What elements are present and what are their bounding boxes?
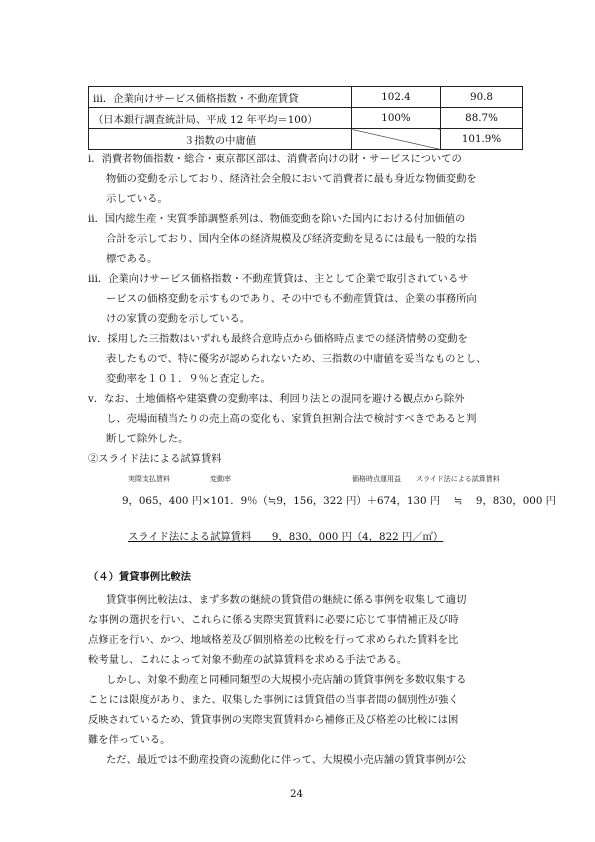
- table-row: [89, 87, 523, 108]
- note-line: 変動率を１０１．９％と査定した。: [106, 373, 271, 385]
- note-line: ⅴ．なお、土地価格や建築費の変動率は、利回り法との混同を避ける観点から除外: [88, 393, 465, 405]
- table-cell-diagonal: [352, 129, 441, 150]
- body-line: 反映されているため、賃貸事例の実際実質賃料から補修正及び格差の比較には困: [88, 714, 459, 726]
- section-heading: （４）賃貸事例比較法: [88, 571, 191, 583]
- label-slide-result: スライド法による試算賃料: [416, 475, 500, 483]
- note-line: 標である。: [106, 253, 158, 265]
- body-line: ことには限度があり、また、収集した事例には賃貸借の当事者間の個別性が強く: [88, 694, 459, 706]
- table-cell-value: 100%: [352, 108, 441, 129]
- label-price-time-yield: 価格時点運用益: [352, 475, 401, 483]
- table-row: [89, 129, 523, 150]
- note-line: ⅲ．企業向けサービス価格指数・不動産賃貸は、主として企業で取引されているサ: [88, 273, 469, 285]
- note-line: 表したもので、特に優劣が認められないため、三指数の中庸値を妥当なものとし、: [106, 353, 487, 365]
- note-line: 合計を示しており、国内全体の経済規模及び経済変動を見るには最も一般的な指: [106, 233, 477, 245]
- note-line: ⅱ．国内総生産・実質季節調整系列は、物価変動を除いた国内における付加価値の: [88, 213, 466, 225]
- note-line: ⅰ．消費者物価指数・総合・東京都区部は、消費者向けの財・サービスについての: [88, 153, 462, 165]
- table-row: [89, 108, 523, 129]
- slide-formula: 9，065，400 円×101．9％（≒9，156，322 円）＋674，130 円 ≒ 9，830，000 円: [122, 495, 556, 507]
- table-cell-value: 88.7%: [441, 108, 523, 129]
- table-cell-label: ３指数の中庸値: [89, 129, 352, 150]
- note-line: ービスの価格変動を示すものであり、その中でも不動産賃貸は、企業の事務所向: [106, 293, 477, 305]
- note-line: し、売場面積当たりの売上高の変化も、家賃負担割合法で検討すべきであると判: [106, 413, 477, 425]
- note-line: 断して除外した。: [106, 433, 189, 445]
- table-cell-value: 102.4: [352, 87, 441, 108]
- slide-result: スライド法による試算賃料 9，830，000 円（4，822 円／㎡）: [128, 531, 444, 543]
- body-line: ただ、最近では不動産投資の流動化に伴って、大規模小売店舗の賃貸事例が公: [106, 754, 467, 766]
- label-change-rate: 変動率: [210, 475, 231, 483]
- table-cell-value: 101.9%: [441, 129, 523, 150]
- body-line: な事例の選択を行い、これらに係る実際実質賃料に必要に応じて事情補正及び時: [88, 614, 459, 626]
- table-cell-label: ⅲ．企業向けサービス価格指数・不動産賃貸: [89, 87, 352, 108]
- label-actual-rent: 実際支払賃料: [128, 475, 170, 483]
- index-table: [88, 86, 523, 150]
- body-line: 点修正を行い、かつ、地域格差及び個別格差の比較を行って求められた賃料を比: [88, 634, 459, 646]
- body-line: 難を伴っている。: [88, 734, 171, 746]
- note-line: 物価の変動を示しており、経済社会全般において消費者に最も身近な物価変動を: [106, 173, 477, 185]
- page-number: 24: [290, 788, 304, 800]
- body-line: しかし、対象不動産と同種同類型の大規模小売店舗の賃貸事例を多数収集する: [106, 674, 467, 686]
- table-cell-value: 90.8: [441, 87, 523, 108]
- table-cell-label: （日本銀行調査統計局、平成 12 年平均＝100）: [89, 108, 352, 129]
- slide-heading: ②スライド法による試算賃料: [88, 453, 222, 465]
- note-line: けの家賃の変動を示している。: [106, 313, 251, 325]
- body-line: 賃貸事例比較法は、まず多数の継続の賃貸借の継続に係る事例を収集して適切: [106, 594, 467, 606]
- note-line: ⅳ．採用した三指数はいずれも最終合意時点から価格時点までの経済情勢の変動を: [88, 333, 468, 345]
- note-line: 示している。: [106, 193, 168, 205]
- body-line: 較考量し、これによって対象不動産の試算賃料を求める手法である。: [88, 654, 408, 666]
